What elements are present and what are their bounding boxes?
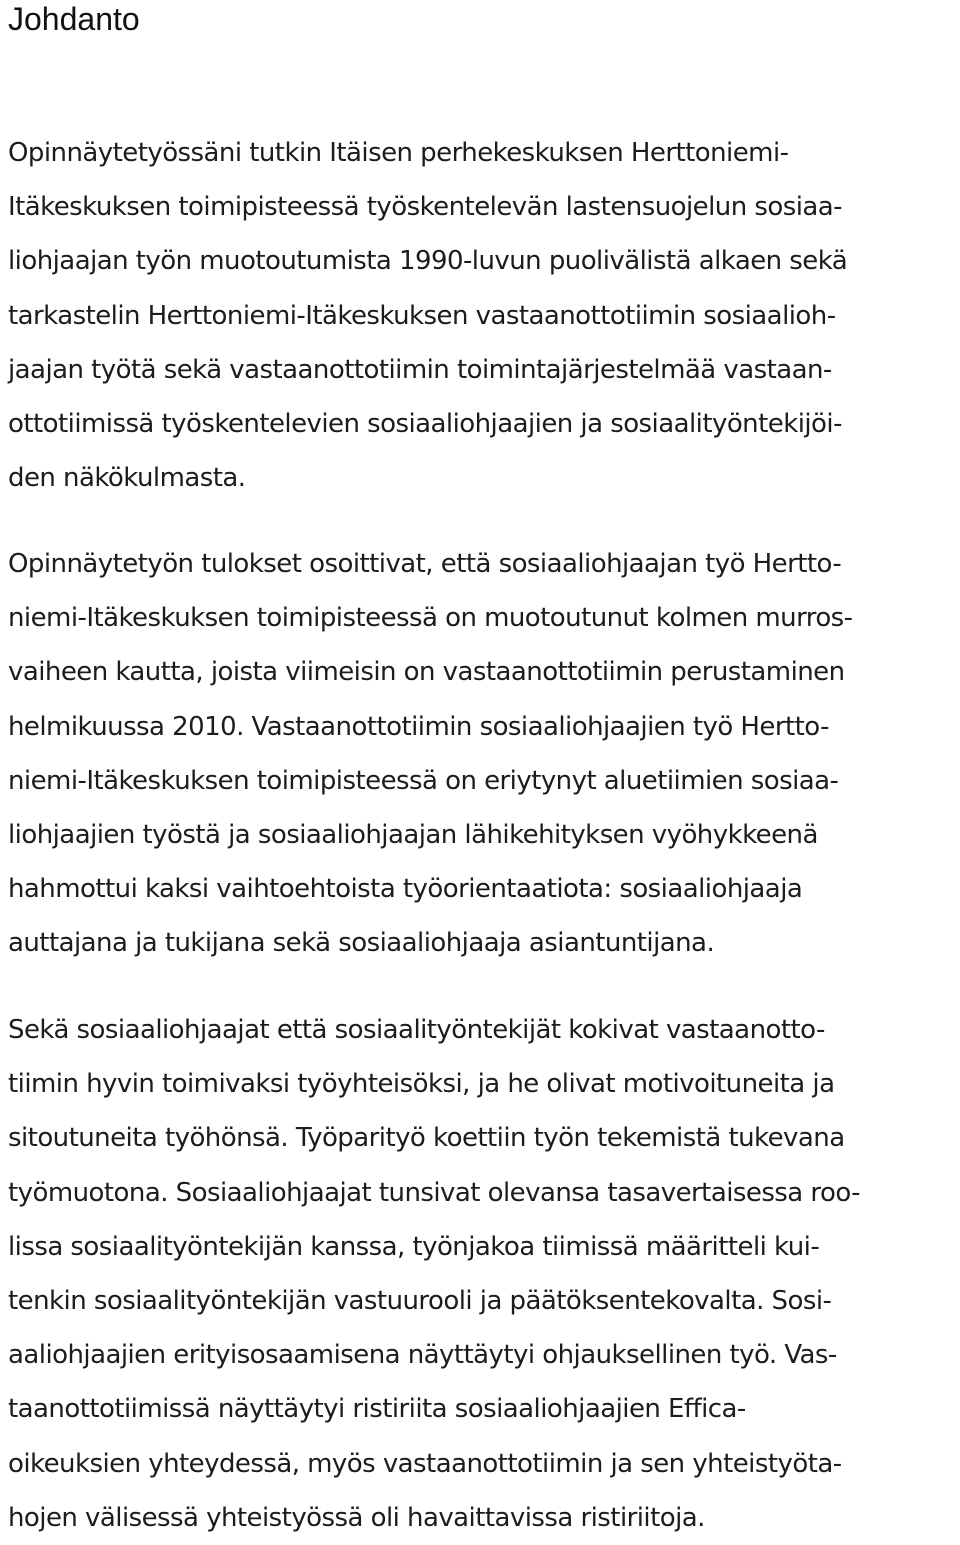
- text-line: sitoutuneita työhönsä. Työparityö koettiin työn tekemistä tukevana: [8, 1123, 845, 1154]
- text-line: hahmottui kaksi vaihtoehtoista työorientaatiota: sosiaaliohjaaja: [8, 874, 803, 905]
- text-line: vaiheen kautta, joista viimeisin on vastaanottotiimin perustaminen: [8, 657, 845, 688]
- text-line: työmuotona. Sosiaaliohjaajat tunsivat olevansa tasavertaisessa roo-: [8, 1177, 861, 1208]
- text-line: Itäkeskuksen toimipisteessä työskentelevän lastensuojelun sosiaa-: [8, 192, 842, 223]
- paragraph-results: [8, 537, 853, 971]
- text-line: Opinnäytetyössäni tutkin Itäisen perhekeskuksen Herttoniemi-: [8, 138, 789, 168]
- text-line: liohjaajan työn muotoutumista 1990-luvun puolivälistä alkaen sekä: [8, 246, 848, 277]
- text-line: taanottotiimissä näyttäytyi ristiriita sosiaaliohjaajien Effica-: [8, 1394, 746, 1425]
- text-line: auttajana ja tukijana sekä sosiaaliohjaaja asiantuntijana.: [8, 928, 715, 959]
- text-line: tiimin hyvin toimivaksi työyhteisöksi, ja he olivat motivoituneita ja: [8, 1069, 835, 1100]
- text-line: jaajan työtä sekä vastaanottotiimin toimintajärjestelmää vastaan-: [8, 354, 832, 385]
- text-line: lissa sosiaalityöntekijän kanssa, työnjakoa tiimissä määritteli kui-: [8, 1231, 820, 1262]
- text-line: ottotiimissä työskentelevien sosiaaliohjaajien ja sosiaalityöntekijöi-: [8, 409, 842, 440]
- text-line: helmikuussa 2010. Vastaanottotiimin sosiaaliohjaajien työ Hertto-: [8, 711, 829, 742]
- document-page: [8, 0, 956, 1533]
- paragraph-intro: [8, 126, 847, 505]
- text-line: aaliohjaajien erityisosaamisena näyttäytyi ohjauksellinen työ. Vas-: [8, 1340, 837, 1371]
- text-line: den näkökulmasta.: [8, 463, 246, 494]
- text-line: hojen välisessä yhteistyössä oli havaittavissa ristiriitoja.: [8, 1502, 705, 1533]
- paragraph-findings: [8, 1003, 860, 1545]
- text-line: tarkastelin Herttoniemi-Itäkeskuksen vastaanottotiimin sosiaalioh-: [8, 300, 836, 331]
- text-line: tenkin sosiaalityöntekijän vastuurooli ja päätöksentekovalta. Sosi-: [8, 1286, 832, 1317]
- text-line: liohjaajien työstä ja sosiaaliohjaajan lähikehityksen vyöhykkeenä: [8, 820, 818, 851]
- text-line: oikeuksien yhteydessä, myös vastaanottotiimin ja sen yhteistyöta-: [8, 1448, 842, 1479]
- document-heading: Johdanto: [8, 1, 140, 37]
- text-line: niemi-Itäkeskuksen toimipisteessä on muotoutunut kolmen murros-: [8, 603, 853, 634]
- text-line: Opinnäytetyön tulokset osoittivat, että sosiaaliohjaajan työ Hertto-: [8, 549, 842, 579]
- text-line: niemi-Itäkeskuksen toimipisteessä on eriytynyt aluetiimien sosiaa-: [8, 765, 839, 796]
- text-line: Sekä sosiaaliohjaajat että sosiaalityöntekijät kokivat vastaanotto-: [8, 1015, 825, 1045]
